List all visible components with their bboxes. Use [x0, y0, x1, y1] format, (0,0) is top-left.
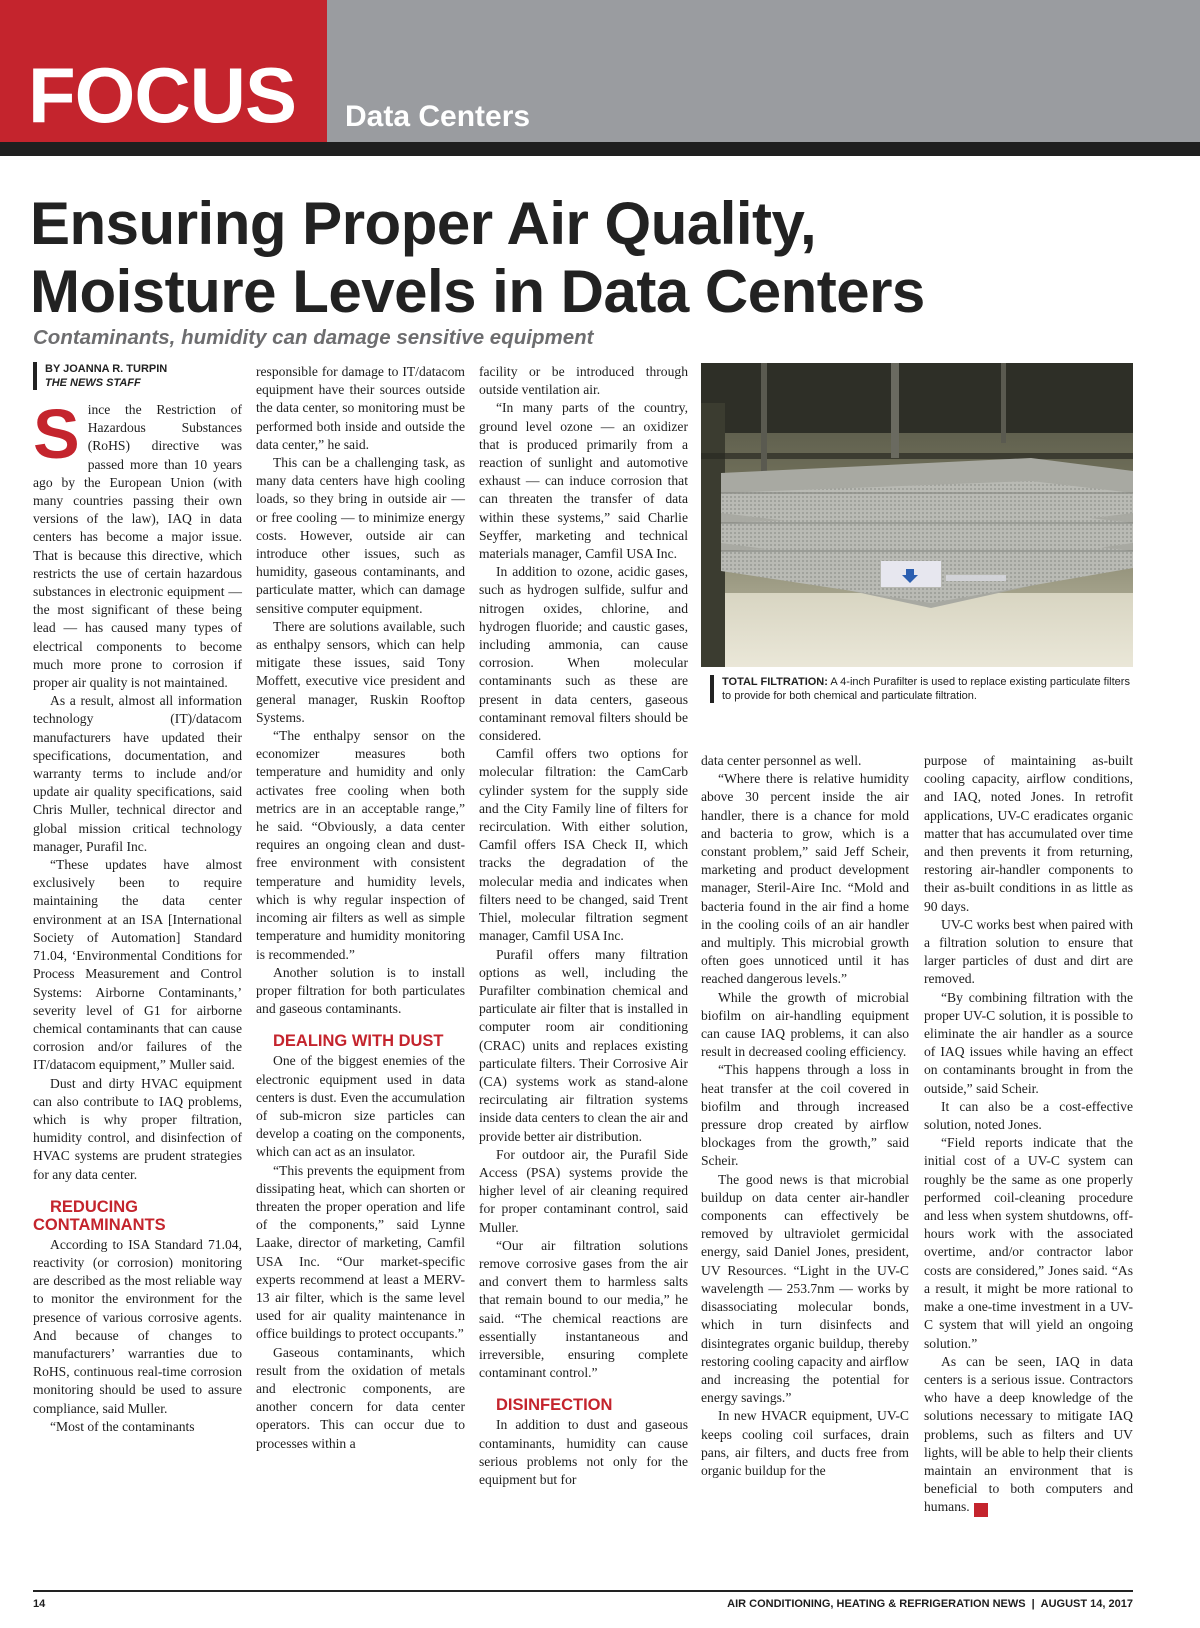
- paragraph: Another solution is to install proper filtration for both particulates and gaseous contaminants.: [256, 964, 465, 1017]
- paragraph: For outdoor air, the Purafil Side Access (PSA) systems provide the higher level of air cleaning required for proper contaminant control, said Muller.: [479, 1146, 688, 1235]
- paragraph: “This happens through a loss in heat transfer at the coil covered in biofilm and through increased pressure drop created by airflow blockages from the growth,” said Scheir.: [701, 1062, 909, 1169]
- paragraph: responsible for damage to IT/datacom equipment have their sources outside the data center, so monitoring must be performed both inside and outside the data center,” he said.: [256, 364, 465, 452]
- paragraph: “In many parts of the country, ground level ozone — an oxidizer that is produced primarily from a reaction of sunlight and automotive exhaust — can induce corrosion that can threaten the transfer of data within these systems,” said Charlie Seyffer, marketing and technical materials manager, Camfil USA Inc.: [479, 400, 688, 562]
- column-1: [33, 395, 242, 1436]
- paragraph: The good news is that microbial buildup on data center air-handler components can effectively be removed by ultraviolet germicidal energy, said Daniel Jones, president, UV Resources. “Light in the UV-C wavelength — 253.7nm — works by disassociating molecular bonds, which in turn disinfects and disintegrates organic buildup, thereby restoring cooling capacity and airflow and increasing the potential for energy savings.”: [701, 1171, 909, 1406]
- paragraph: facility or be introduced through outside ventilation air.: [479, 364, 688, 398]
- paragraph: purpose of maintaining as-built cooling capacity, airflow conditions, and IAQ, noted Jones. In retrofit applications, UV-C eradicates organic matter that has accumulated over time and then prevents it from returning, restoring air-handler components to their as-built conditions in as little as 90 days.: [924, 753, 1133, 914]
- paragraph: In addition to ozone, acidic gases, such as hydrogen sulfide, sulfur and nitrogen oxides, chlorine, and hydrogen fluoride; and caustic gases, including ammonia, can cause corrosion. When molecular contaminants such as these are present in data centers, gaseous contaminant removal filters should be considered.: [479, 564, 688, 744]
- issue-date: AUGUST 14, 2017: [1040, 1598, 1133, 1610]
- paragraph: data center personnel as well.: [701, 753, 862, 768]
- paragraph: Purafil offers many filtration options as well, including the Purafilter combination chemical and particulate air filter that is installed in computer room air conditioning (CRAC) units and replaces existing particulate filters. Their Corrosive Air (CA) systems work as stand-alone recirculating air filtration systems inside data centers to clean the air and provide better air distribution.: [479, 946, 688, 1144]
- paragraph: Camfil offers two options for molecular filtration: the CamCarb cylinder system for the supply side and the City Family line of filters for recirculation. With either solution, Camfil offers ISA Check II, which tracks the degradation of the molecular media and indicates when filters need to be changed, said Trent Thiel, molecular filtration segment manager, Camfil USA Inc.: [479, 746, 688, 944]
- paragraph: “Our air filtration solutions remove corrosive gases from the air and convert them to harmless salts that remain bound to our media,” he said. “The chemical reactions are essentially instantaneous and irreversible, ensuring complete contaminant control.”: [479, 1237, 688, 1381]
- byline-staff: THE NEWS STAFF: [45, 377, 141, 389]
- publication-line: [727, 1598, 1133, 1610]
- paragraph: “Where there is relative humidity above 30 percent inside the air handler, there is a chance for mold and bacteria to grow, which is a constant problem,” said Jeff Scheir, marketing and product development manager, Steril-Aire Inc. “Mold and bacteria found in the air find a home in the cooling coils of an air handler and multiply. This microbial growth often goes unnoticed until it has reached dangerous levels.”: [701, 771, 909, 987]
- section-heading-reducing-contaminants: REDUCING CONTAMINANTS: [33, 1197, 166, 1234]
- subheadline: Contaminants, humidity can damage sensitive equipment: [33, 326, 594, 349]
- drop-cap: S: [33, 395, 80, 473]
- column-5: [924, 752, 1133, 1517]
- paragraph: As a result, almost all information technology (IT)/datacom manufacturers have updated their specifications, documentation, and warranty terms to include and/or update air quality specifications, said Chris Muller, technical director and global mission critical technology manager, Purafil Inc.: [33, 693, 242, 854]
- filter-photo-illustration: [701, 363, 1133, 667]
- page-number: 14: [33, 1598, 46, 1610]
- headline-line-2: Moisture Levels in Data Centers: [30, 258, 925, 325]
- paragraph: In new HVACR equipment, UV-C keeps cooling coil surfaces, drain pans, air filters, and ducts free from organic buildup for the: [701, 1408, 909, 1478]
- paragraph: As can be seen, IAQ in data centers is a serious issue. Contractors who have a deep knowledge of the solutions necessary to mitigate IAQ problems, such as filters and UV lights, will be able to help their clients maintain an environment that is beneficial to both computers and humans. N: [924, 1353, 1133, 1517]
- paragraph: UV-C works best when paired with a filtration solution to ensure that larger particles of dust and dirt are removed.: [924, 916, 1133, 987]
- filter-photo: [701, 363, 1133, 667]
- column-3: [479, 363, 688, 1489]
- paragraph: Dust and dirty HVAC equipment can also contribute to IAQ problems, which is why proper filtration, humidity control, and disinfection of HVAC systems are prudent strategies for any data center.: [33, 1075, 242, 1182]
- footer-rule: [33, 1590, 1133, 1592]
- section-label: Data Centers: [345, 100, 531, 133]
- paragraph: “By combining filtration with the proper UV-C solution, it is possible to eliminate the air handler as a source of IAQ issues while having an effect on contaminants brought in from the outside,” said Scheir.: [924, 989, 1133, 1096]
- paragraph: In addition to dust and gaseous contaminants, humidity can cause serious problems not only for the equipment but for: [479, 1417, 688, 1487]
- section-heading-disinfection: DISINFECTION: [496, 1396, 613, 1415]
- byline-author: BY JOANNA R. TURPIN: [45, 363, 168, 375]
- column-2: [256, 363, 465, 1453]
- paragraph: There are solutions available, such as enthalpy sensors, which can help mitigate these issues, said Tony Moffett, executive vice president and general manager, Ruskin Rooftop Systems.: [256, 618, 465, 725]
- paragraph: According to ISA Standard 71.04, reactivity (or corrosion) monitoring are described as the most reliable way to monitor the environment for the presence of various corrosive agents. And because of changes to manufacturers’ warranties due to RoHS, continuous real-time corrosion monitoring should be used to assure compliance, said Muller.: [33, 1236, 242, 1416]
- lead-paragraph: Since the Restriction of Hazardous Substances (RoHS) directive was passed more than 10 years ago by the European Union (with many countries passing their own versions of the law), IAQ in data centers has become a major issue. That is because this directive, which restricts the use of certain hazardous substances in electronic equipment — the most significant of these being lead — has caused many types of electrical components to become much more prone to corrosion if proper air quality is not maintained.: [33, 395, 242, 691]
- paragraph: While the growth of microbial biofilm on air-handling equipment can cause IAQ problems, it can also result in decreased cooling efficiency.: [701, 989, 909, 1060]
- footer-separator: |: [1031, 1598, 1035, 1610]
- paragraph: It can also be a cost-effective solution, noted Jones.: [924, 1098, 1133, 1133]
- paragraph: One of the biggest enemies of the electronic equipment used in data centers is dust. Even the accumulation of sub-micron size particles can develop a coating on the components, which can act as an insulator.: [256, 1053, 465, 1160]
- paragraph: “The enthalpy sensor on the economizer measures both temperature and humidity and only activates free cooling when both metrics are in an acceptable range,” he said. “Obviously, a data center requires an ongoing clean and dust-free environment with consistent temperature and humidity levels, which is why regular inspection of incoming air filters as well as simple temperature and humidity monitoring is recommended.”: [256, 728, 465, 962]
- header-rule: [0, 142, 1200, 156]
- photo-caption-label: TOTAL FILTRATION:: [722, 676, 828, 688]
- publication-name: AIR CONDITIONING, HEATING & REFRIGERATION NEWS: [727, 1598, 1026, 1610]
- headline: [30, 190, 1170, 326]
- paragraph: This can be a challenging task, as many data centers have high cooling loads, so they bring in outside air — or free cooling — to minimize energy costs. However, outside air can introduce other issues, such as humidity, gaseous contaminants, and particulate matter, which can damage sensitive computer equipment.: [256, 455, 465, 616]
- paragraph: “These updates have almost exclusively been to require maintaining the data center environment at an ISA [International Society of Automation] Standard 71.04, ‘Environmental Conditions for Process Measurement and Control Systems: Airborne Contaminants,’ severity level of G1 for airborne chemical contaminants that can cause corrosion and/or failures of the IT/datacom equipment,” Muller said.: [33, 857, 242, 1073]
- paragraph: “Most of the contaminants: [50, 1418, 195, 1434]
- photo-caption: [710, 675, 1133, 703]
- focus-label: FOCUS: [28, 51, 296, 139]
- headline-line-1: Ensuring Proper Air Quality,: [30, 190, 817, 257]
- column-4: [701, 752, 909, 1480]
- section-heading-dealing-with-dust: DEALING WITH DUST: [273, 1032, 444, 1051]
- end-mark-icon: N: [974, 1503, 988, 1517]
- photo-caption-text: A 4-inch Purafilter is used to replace existing particulate filters to provide for both chemical and particulate filtration.: [722, 676, 1130, 702]
- paragraph: Gaseous contaminants, which result from the oxidation of metals and electronic components, are another concern for data center operators. This can occur due to processes within a: [256, 1344, 465, 1451]
- byline: [33, 362, 238, 390]
- paragraph: “This prevents the equipment from dissipating heat, which can shorten or threaten the proper operation and life of the components,” said Lynne Laake, director of marketing, Camfil USA Inc. “Our market-specific experts recommend at least a MERV-13 air filter, which is the same level used for air quality maintenance in office buildings to protect occupants.”: [256, 1162, 465, 1342]
- paragraph: “Field reports indicate that the initial cost of a UV-C system can roughly be the same as one properly performed coil-cleaning procedure and less when system shutdowns, off-hours work with the associated overtime, and/or contractor labor costs are considered,” Jones said. “As a result, it might be more rational to make a one-time investment in a UV-C system that will yield an ongoing solution.”: [924, 1135, 1133, 1351]
